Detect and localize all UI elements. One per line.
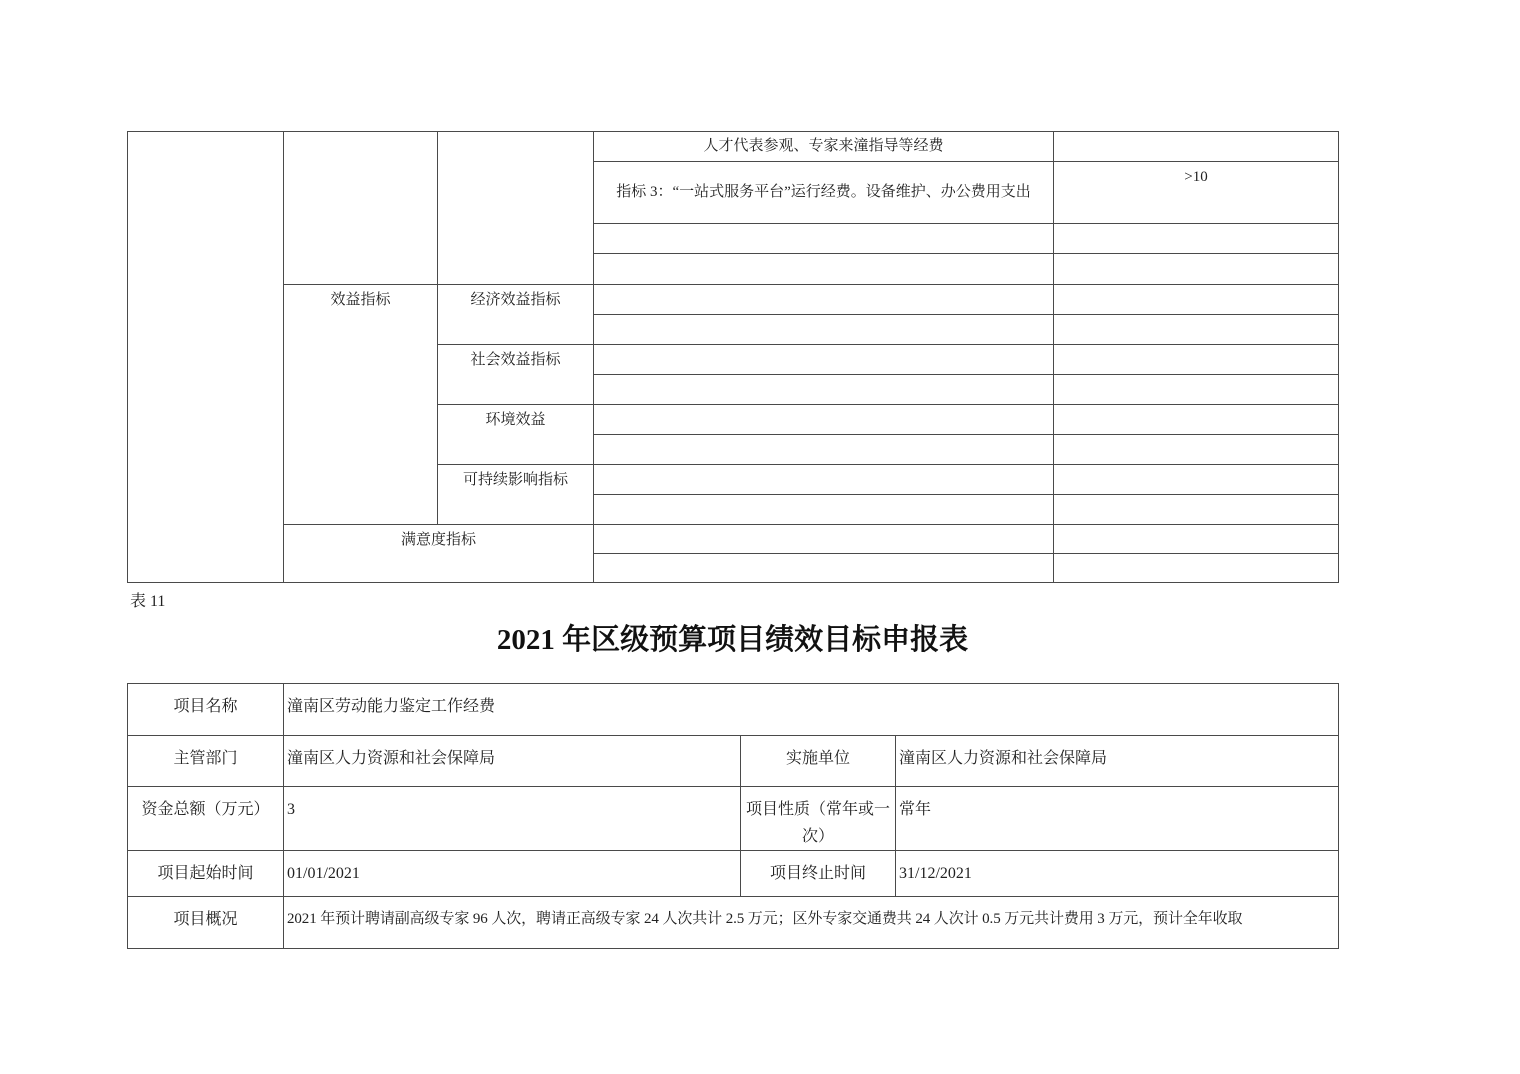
indicator-text-empty xyxy=(594,465,1054,495)
overview-label: 项目概况 xyxy=(128,897,284,949)
indicator-text-empty xyxy=(594,254,1054,285)
indicator-row xyxy=(128,132,1339,162)
indicator-text-empty xyxy=(594,285,1054,315)
project-nature-label: 项目性质（常年或一次） xyxy=(741,787,896,851)
indicator-value-empty xyxy=(1054,495,1339,525)
indicator-value-empty xyxy=(1054,435,1339,465)
end-date-label: 项目终止时间 xyxy=(741,851,896,897)
project-declaration-table xyxy=(127,683,1339,949)
table-row xyxy=(128,897,1339,949)
table-row xyxy=(128,851,1339,897)
table-row xyxy=(128,684,1339,736)
indicator-row xyxy=(128,285,1339,315)
social-benefit-label: 社会效益指标 xyxy=(438,345,594,405)
indicator3-text: 指标 3：“一站式服务平台”运行经费。设备维护、办公费用支出 xyxy=(594,162,1054,224)
indicator-value-empty xyxy=(1054,405,1339,435)
total-funds-value: 3 xyxy=(284,787,741,851)
indicator-value-empty xyxy=(1054,224,1339,254)
end-date-value: 31/12/2021 xyxy=(896,851,1339,897)
implement-unit-value: 潼南区人力资源和社会保障局 xyxy=(896,736,1339,787)
indicator-value-empty xyxy=(1054,375,1339,405)
total-funds-label: 资金总额（万元） xyxy=(128,787,284,851)
indicator-text-empty xyxy=(594,525,1054,554)
department-label: 主管部门 xyxy=(128,736,284,787)
indicator-text-empty xyxy=(594,554,1054,583)
indicator-value-empty xyxy=(1054,254,1339,285)
indicator-value-empty xyxy=(1054,465,1339,495)
satisfaction-label: 满意度指标 xyxy=(284,525,594,583)
table-row xyxy=(128,787,1339,851)
indicator-text-empty xyxy=(594,375,1054,405)
table-row xyxy=(128,736,1339,787)
environment-benefit-label: 环境效益 xyxy=(438,405,594,465)
indicator-text-empty xyxy=(594,435,1054,465)
subgroup-merged-empty-cell xyxy=(438,132,594,285)
project-nature-value: 常年 xyxy=(896,787,1339,851)
sustainable-impact-label: 可持续影响指标 xyxy=(438,465,594,525)
performance-indicators-table xyxy=(127,131,1339,583)
implement-unit-label: 实施单位 xyxy=(741,736,896,787)
indicator-carryover-text: 人才代表参观、专家来潼指导等经费 xyxy=(594,132,1054,162)
indicator3-value: >10 xyxy=(1054,162,1339,224)
indicator-value-empty xyxy=(1054,345,1339,375)
department-value: 潼南区人力资源和社会保障局 xyxy=(284,736,741,787)
overview-value: 2021 年预计聘请副高级专家 96 人次，聘请正高级专家 24 人次共计 2.5 万元；区外专家交通费共 24 人次计 0.5 万元共计费用 3 万元，预计全年收取 xyxy=(284,897,1339,949)
benefit-group-label: 效益指标 xyxy=(284,285,438,525)
indicator-row xyxy=(128,525,1339,554)
indicator-value-empty xyxy=(1054,525,1339,554)
indicator-text-empty xyxy=(594,224,1054,254)
left-merged-empty-cell xyxy=(128,132,284,583)
indicator-value-empty xyxy=(1054,285,1339,315)
table-caption: 表 11 xyxy=(130,593,166,610)
indicator-text-empty xyxy=(594,345,1054,375)
page-title: 2021 年区级预算项目绩效目标申报表 xyxy=(496,624,969,656)
indicator-text-empty xyxy=(594,495,1054,525)
indicator-text-empty xyxy=(594,405,1054,435)
economic-benefit-label: 经济效益指标 xyxy=(438,285,594,345)
start-date-label: 项目起始时间 xyxy=(128,851,284,897)
group-merged-empty-cell xyxy=(284,132,438,285)
indicator-value-empty xyxy=(1054,132,1339,162)
indicator-value-empty xyxy=(1054,315,1339,345)
indicator-text-empty xyxy=(594,315,1054,345)
project-name-value: 潼南区劳动能力鉴定工作经费 xyxy=(284,684,1339,736)
project-name-label: 项目名称 xyxy=(128,684,284,736)
start-date-value: 01/01/2021 xyxy=(284,851,741,897)
indicator-value-empty xyxy=(1054,554,1339,583)
